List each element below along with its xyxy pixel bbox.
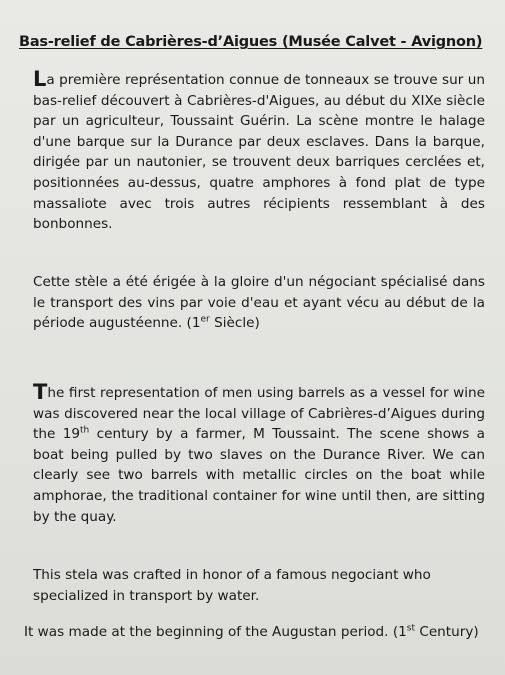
superscript: th	[80, 425, 90, 436]
superscript: st	[406, 623, 415, 634]
english-paragraph-2: This stela was crafted in honor of a famous negociant who specialized in transport by water.	[33, 567, 431, 604]
english-paragraph-1-text-b: century by a farmer, M Toussaint. The scene shows a boat being pulled by two slaves on the Durance River. We can clearly see two barrels with metallic circles on the boat while amphorae, the traditional container for wine until then, are sitting by the quay.	[33, 426, 485, 525]
superscript: er	[200, 314, 210, 325]
french-paragraph-2-end: Siècle)	[209, 315, 260, 332]
english-paragraph-3-end: Century)	[415, 624, 479, 640]
french-paragraph-2-text: Cette stèle a été érigée à la gloire d'un négociant spécialisé dans le transport des vins par voie d'eau et ayant vécu au début de la période augustéenne. (1	[33, 274, 485, 332]
drop-cap: L	[33, 67, 47, 91]
english-paragraph-1	[33, 380, 485, 527]
english-paragraph-1-text-a: he first representation of men using barrels as a vessel for wine was discovered near the local village of Cabrières-d’Aigues during the 19	[33, 385, 485, 443]
english-paragraph-3	[24, 622, 484, 643]
english-paragraph-3-text: It was made at the beginning of the Augustan period. (1	[24, 624, 407, 640]
french-paragraph-1-text: a première représentation connue de tonneaux se trouve sur un bas-relief découvert à Cabrières-d'Aigues, au début du XIXe siècle par un agriculteur, Toussaint Guérin. La scène montre le halage d'une barque sur la Durance par deux esclaves. Dans la barque, dirigée par un nautonier, se trouvent deux barriques cerclées et, positionnées au-dessus, quatre amphores à fond plat de type massaliote avec trois autres récipients ressemblant à des bonbonnes.	[33, 72, 485, 233]
sign-title: Bas-relief de Cabrières-d’Aigues (Musée Calvet - Avignon)	[19, 34, 483, 50]
french-paragraph-1	[33, 67, 485, 235]
french-paragraph-2	[33, 272, 485, 334]
drop-cap: T	[33, 380, 48, 404]
